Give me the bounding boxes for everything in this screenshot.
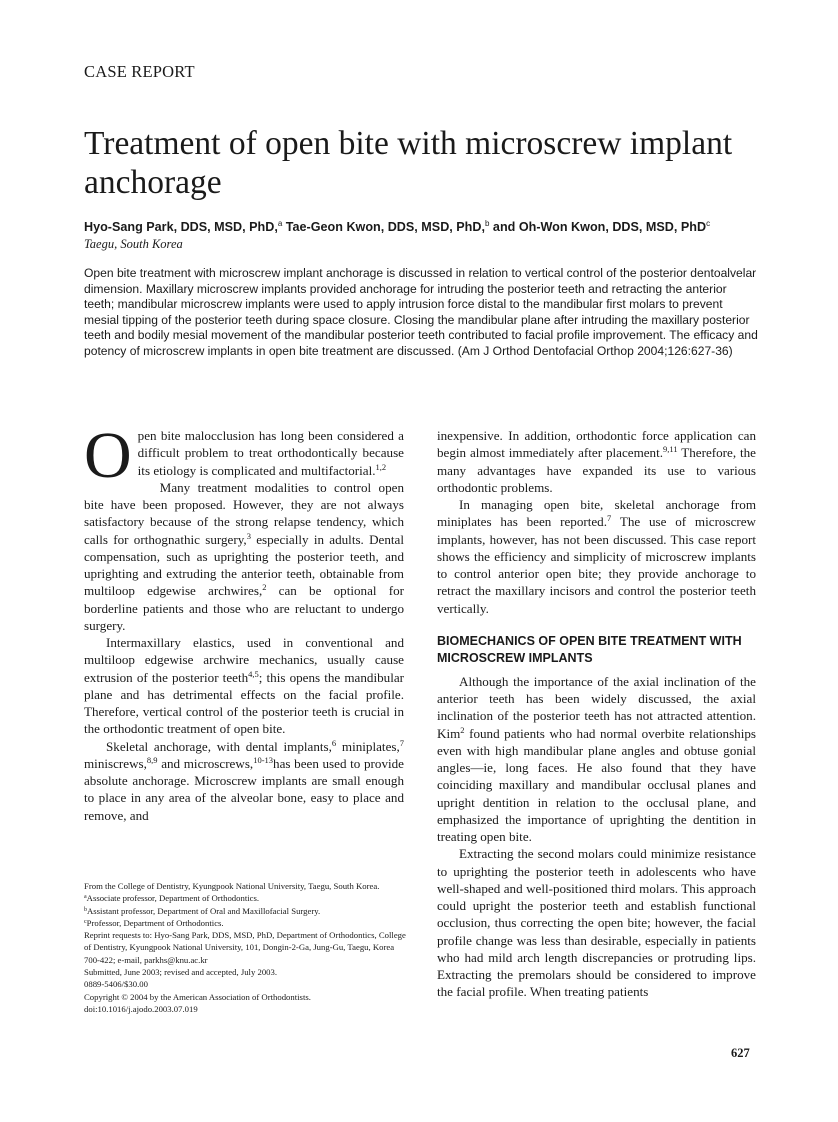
author-list bbox=[84, 219, 764, 234]
footnote-mark: b bbox=[84, 906, 87, 913]
footnotes bbox=[84, 880, 406, 1015]
footnote-a bbox=[84, 892, 406, 904]
footnote-submitted: Submitted, June 2003; revised and accepted, July 2003. bbox=[84, 967, 278, 978]
footnote-copyright: Copyright © 2004 by the American Association of Orthodontists. bbox=[84, 991, 311, 1002]
paragraph-text: has been used to provide absolute anchorage. Microscrew implants are small enough to place in any area of the alveolar bone, easy to place and remove, and bbox=[84, 755, 404, 823]
paragraph-text: Skeletal anchorage, with dental implants, bbox=[106, 738, 332, 754]
paragraph-text: found patients who had normal overbite relationships even with high mandibular plane angles and obtuse gonial angles—ie, long faces. He also found that they have coinciding maxillary and mandibular occlusal planes and upright dentition in relation to the occlusal plane, and emphasized the importance of uprighting the dentition in treating open bite. bbox=[437, 725, 756, 844]
footnote-text: Assistant professor, Department of Oral and Maxillofacial Surgery. bbox=[87, 905, 321, 916]
paragraph-text: can be optional for borderline patients and those who are reluctant to undergo surgery. bbox=[84, 583, 404, 633]
body-paragraph bbox=[437, 673, 756, 846]
paragraph-text: Intermaxillary elastics, used in conventional and multiloop edgewise archwire mechanics, usually cause extrusion of the posterior teeth bbox=[84, 635, 404, 685]
body-column-left bbox=[84, 419, 405, 824]
footnote-reprint: Reprint requests to: Hyo-Sang Park, DDS, MSD, PhD, Department of Orthodontics, College of Dentistry, Kyungpook National University, 101, Dongin-2-Ga, Jung-Gu, Taegu, Korea 700-422; e-mail, parkhs@knu.ac.kr bbox=[84, 930, 406, 965]
citation-ref: 7 bbox=[607, 513, 612, 524]
footnote-b bbox=[84, 905, 406, 917]
body-paragraph bbox=[84, 419, 404, 492]
body-paragraph bbox=[84, 738, 404, 824]
article-title: Treatment of open bite with microscrew implant anchorage bbox=[84, 125, 733, 201]
body-paragraph bbox=[84, 634, 404, 738]
paragraph-text: pen bite malocclusion has long been considered a difficult problem to treat orthodontically because its etiology is complicated and multifactorial. bbox=[137, 428, 404, 478]
paragraph-text: In managing open bite, skeletal anchorage from miniplates has been reported. bbox=[437, 497, 756, 530]
page-number: 627 bbox=[731, 1046, 750, 1060]
section-heading: BIOMECHANICS OF OPEN BITE TREATMENT WITH MICROSCREW IMPLANTS bbox=[437, 633, 742, 665]
footnote-text: Professor, Department of Orthodontics. bbox=[86, 917, 224, 928]
citation-ref: 9,11 bbox=[663, 444, 678, 455]
paragraph-text: ; this opens the mandibular plane and has detrimental effects on the facial profile. Therefore, vertical control of the posterior teeth is crucial in the orthodontic treatment of open bite. bbox=[84, 669, 405, 737]
citation-ref: 8,9 bbox=[146, 754, 158, 765]
footnote-mark: c bbox=[84, 918, 87, 925]
citation-ref: 3 bbox=[246, 530, 251, 541]
author-affiliation-mark: b bbox=[484, 219, 490, 228]
drop-cap: O bbox=[84, 419, 132, 492]
paragraph-text: especially in adults. Dental compensation, such as uprighting the posterior teeth, and uprighting and extruding the anterior teeth, obtainable from multiloop edgewise archwires, bbox=[84, 531, 404, 599]
author-location: Taegu, South Korea bbox=[84, 237, 183, 251]
footnote-doi: doi:10.1016/j.ajodo.2003.07.019 bbox=[84, 1003, 198, 1014]
author-affiliation-mark: c bbox=[706, 219, 711, 228]
citation-ref: 2 bbox=[262, 582, 267, 593]
body-column-right bbox=[437, 427, 756, 1001]
footnote-text: Associate professor, Department of Orthodontics. bbox=[86, 893, 260, 904]
paragraph-text: Although the importance of the axial inclination of the anterior teeth has been widely discussed, the axial inclination of the posterior teeth has not attracted attention. Kim bbox=[437, 673, 756, 741]
paragraph-text: miniplates, bbox=[336, 738, 400, 754]
footnote-c bbox=[84, 917, 406, 929]
paragraph-text: and microscrews, bbox=[157, 755, 254, 771]
citation-ref: 6 bbox=[331, 737, 337, 748]
paragraph-text: The use of microscrew implants, however, has not been discussed. This case report shows the efficiency and simplicity of microscrew implants to control anterior open bite; they provide anchorage to retract the maxillary incisors and control the posterior teeth vertically. bbox=[437, 514, 757, 616]
paragraph-text: inexpensive. In addition, orthodontic force application can begin almost immediately after placement. bbox=[437, 428, 756, 461]
footnote-issn: 0889-5406/$30.00 bbox=[84, 979, 148, 990]
body-paragraph-continued bbox=[437, 427, 756, 496]
citation-ref: 2 bbox=[460, 724, 465, 735]
citation-ref: 4,5 bbox=[248, 668, 259, 679]
footnote-affiliation: From the College of Dentistry, Kyungpook National University, Taegu, South Korea. bbox=[84, 881, 380, 891]
citation-ref: 7 bbox=[399, 737, 404, 748]
author-name: Tae-Geon Kwon, DDS, MSD, PhD, bbox=[282, 220, 485, 235]
abstract: Open bite treatment with microscrew implant anchorage is discussed in relation to vertical control of the posterior dentoalvelar dimension. Maxillary microscrew implants provided anchorage for intruding the posterior teeth and retracting the anterior teeth; mandibular microscrew implants were used to apply intrusion force distal to the mandibular first molars to prevent mesial tipping of the posterior teeth during space closure. Closing the mandibular plane after intruding the maxillary posterior teeth and bodily mesial movement of the mandibular posterior teeth contributed to facial profile improvement. The efficacy and potency of microscrew implants in open bite treatment are discussed. (Am J Orthod Dentofacial Orthop 2004;126:627-36) bbox=[84, 266, 758, 358]
author-name: Hyo-Sang Park, DDS, MSD, PhD, bbox=[84, 220, 278, 235]
author-name: and Oh-Won Kwon, DDS, MSD, PhD bbox=[489, 220, 707, 235]
footnote-mark: a bbox=[84, 894, 87, 901]
citation-ref: 10-13 bbox=[253, 754, 274, 765]
paragraph-text: Many treatment modalities to control open bite have been proposed. However, they are not always satisfactory because of the strong relapse tendency, which calls for orthognathic surgery, bbox=[84, 479, 404, 547]
body-paragraph bbox=[437, 496, 756, 617]
paragraph-text: Therefore, the many advantages have expanded its use to various orthodontic problems. bbox=[437, 445, 756, 495]
body-paragraph bbox=[84, 479, 404, 634]
section-label: CASE REPORT bbox=[84, 62, 195, 81]
author-affiliation-mark: a bbox=[277, 219, 283, 228]
body-paragraph: Extracting the second molars could minimize resistance to uprighting the posterior teeth in adolescents who have well-shaped and well-positioned third molars. This approach could upright the posterior teeth and establish functional occlusion, thus correcting the open bite; however, the facial profile change was less than desirable, especially in patients who had mild arch length discrepancies or protruding lips. Extracting the premolars should be considered to improve the facial profile. When treating patients bbox=[437, 846, 756, 1000]
citation-ref: 1,2 bbox=[375, 461, 387, 472]
paragraph-text: miniscrews, bbox=[84, 755, 147, 771]
